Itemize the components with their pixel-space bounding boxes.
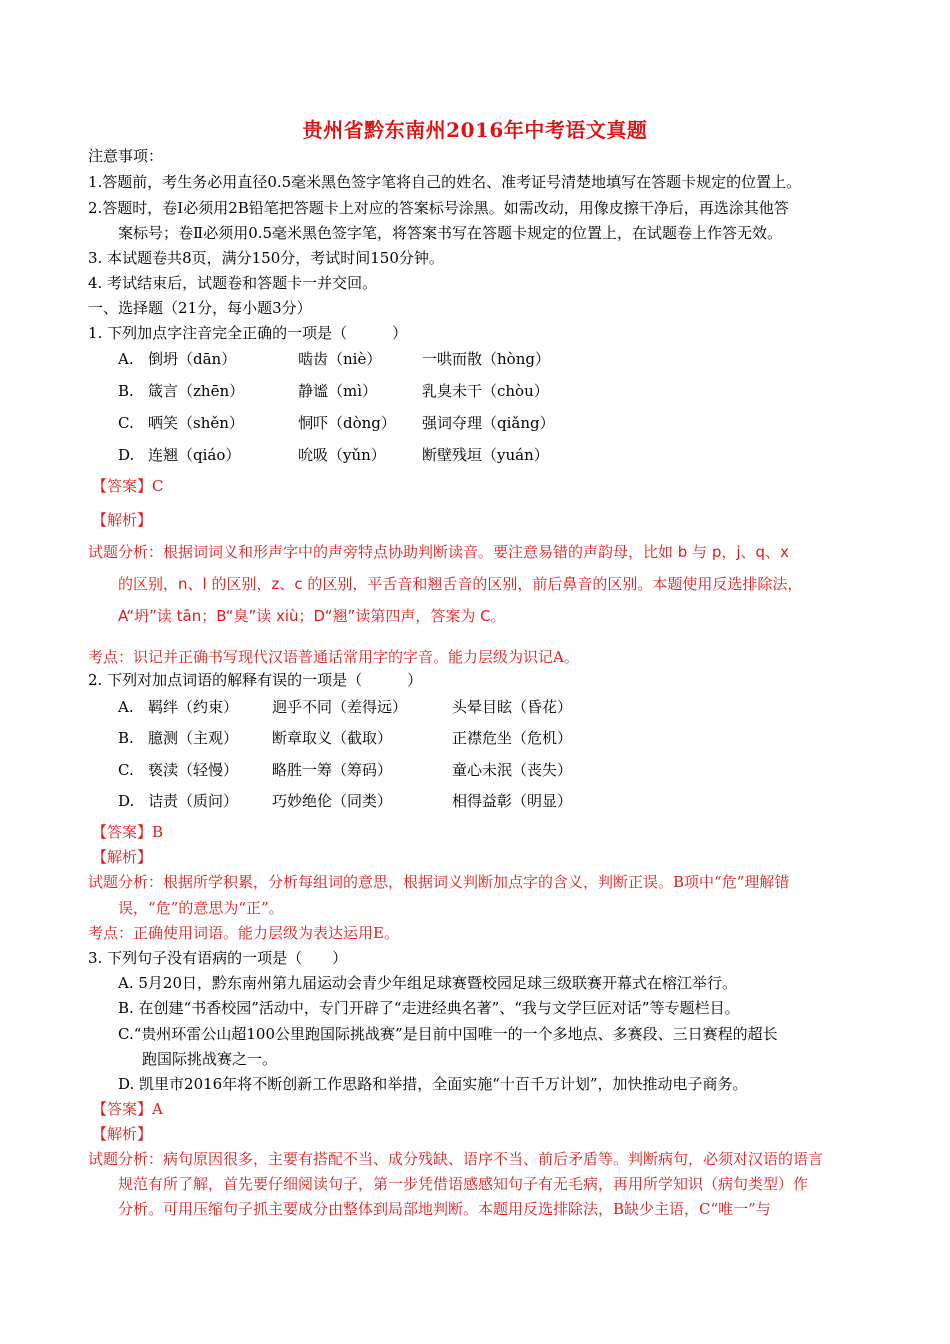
option-item: 巧妙绝伦（同类） [272,792,393,810]
option-letter: D. [118,446,135,464]
q3-analysis-line-1: 试题分析：病句原因很多，主要有搭配不当、成分残缺、语序不当、前后矛盾等。判断病句，必须对汉语的语言 [88,1150,824,1168]
q3-option-a: A. 5月20日，黔东南州第九届运动会青少年组足球赛暨校园足球三级联赛开幕式在榕江举行。 [118,974,738,992]
q1-stem: 1. 下列加点字注音完全正确的一项是（ ） [88,324,408,342]
option-item: 断章取义（截取） [272,729,393,747]
option-item: 恫吓（dòng） [298,414,396,432]
option-item: 臆测（主观） [148,729,239,747]
q2-point: 考点：正确使用词语。能力层级为表达运用E。 [88,924,399,942]
q1-analysis-line-3: A“坍”读 tān；B“臭”读 xiù；D“翘”读第四声，答案为 C。 [118,607,506,625]
option-item: 略胜一筹（筹码） [272,761,393,779]
notice-item-2-cont: 案标号；卷Ⅱ必须用0.5毫米黑色签字笔，将答案书写在答题卡规定的位置上，在试题卷上作答无效。 [118,224,783,242]
option-item: 相得益彰（明显） [452,792,573,810]
option-item: 乳臭未干（chòu） [422,382,549,400]
q2-option-c [118,758,572,782]
q1-option-b [118,379,549,403]
option-item: 一哄而散（hòng） [422,350,550,368]
q1-analysis-label: 【解析】 [92,511,153,529]
q3-stem: 3. 下列句子没有语病的一项是（ ） [88,949,348,967]
q2-option-a [118,695,572,719]
option-letter: A. [118,698,134,716]
option-item: 断壁残垣（yuán） [422,446,549,464]
notice-item-3: 3. 本试题卷共8页，满分150分，考试时间150分钟。 [88,249,444,267]
q3-option-c-cont: 跑国际挑战赛之一。 [142,1050,278,1068]
option-letter: C. [118,761,134,779]
notice-header: 注意事项： [88,147,164,165]
q1-option-a [118,347,550,371]
option-item: 啮齿（niè） [298,350,382,368]
q3-option-d: D. 凯里市2016年将不断创新工作思路和举措，全面实施“十百千万计划”，加快推动电子商务。 [118,1075,748,1093]
q3-analysis-label: 【解析】 [92,1125,153,1143]
option-item: 正襟危坐（危机） [452,729,573,747]
option-letter: B. [118,382,134,400]
option-item: 连翘（qiáo） [148,446,241,464]
q2-analysis-line-2: 误，“危”的意思为“正”。 [118,899,284,917]
notice-item-2: 2.答题时，卷Ⅰ必须用2B铅笔把答题卡上对应的答案标号涂黑。如需改动，用像皮擦干净后，再选涂其他答 [88,199,789,217]
option-letter: C. [118,414,134,432]
notice-item-1: 1.答题前，考生务必用直径0.5毫米黑色签字笔将自己的姓名、准考证号清楚地填写在答题卡规定的位置上。 [88,173,802,191]
option-item: 迥乎不同（差得远） [272,698,408,716]
option-item: 箴言（zhēn） [148,382,245,400]
q1-point: 考点：识记并正确书写现代汉语普通话常用字的字音。能力层级为识记A。 [88,648,579,666]
q2-option-b [118,726,572,750]
q2-stem: 2. 下列对加点词语的解释有误的一项是（ ） [88,671,423,689]
q1-option-d [118,443,549,467]
option-item: 童心未泯（丧失） [452,761,573,779]
q3-option-c: C.“贵州环雷公山超100公里跑国际挑战赛”是目前中国唯一的一个多地点、多赛段、三日赛程的超长 [118,1025,778,1043]
option-item: 倒坍（dān） [148,350,237,368]
q3-answer: 【答案】A [92,1100,163,1118]
q2-analysis-label: 【解析】 [92,848,153,866]
option-item: 头晕目眩（昏花） [452,698,573,716]
option-item: 哂笑（shěn） [148,414,244,432]
option-letter: B. [118,729,134,747]
q1-answer: 【答案】C [92,477,164,495]
option-item: 吮吸（yǔn） [298,446,386,464]
q2-analysis-line-1: 试题分析：根据所学积累，分析每组词的意思，根据词义判断加点字的含义，判断正误。B项中“危”理解错 [88,873,790,891]
option-item: 羁绊（约束） [148,698,239,716]
option-letter: D. [118,792,135,810]
option-item: 亵渎（轻慢） [148,761,239,779]
document-title: 贵州省黔东南州2016年中考语文真题 [302,118,648,142]
q3-analysis-line-3: 分析。可用压缩句子抓主要成分由整体到局部地判断。本题用反选排除法，B缺少主语，C“唯一”与 [118,1200,771,1218]
notice-item-4: 4. 考试结束后，试题卷和答题卡一并交回。 [88,274,378,292]
q2-answer: 【答案】B [92,823,164,841]
option-letter: A. [118,350,134,368]
option-item: 强词夺理（qiǎng） [422,414,555,432]
option-item: 诘责（质问） [148,792,239,810]
q1-analysis-line-1: 试题分析：根据词词义和形声字中的声旁特点协助判断读音。要注意易错的声韵母，比如 b 与 p，j、q、x [88,543,789,561]
q3-option-b: B. 在创建“书香校园”活动中，专门开辟了“走进经典名著”、“我与文学巨匠对话”等专题栏目。 [118,999,740,1017]
q1-analysis-line-2: 的区别，n、l 的区别，z、c 的区别，平舌音和翘舌音的区别，前后鼻音的区别。本题使用反选排除法， [118,575,803,593]
section-1-heading: 一、选择题（21分，每小题3分） [88,299,312,317]
q3-analysis-line-2: 规范有所了解，首先要仔细阅读句子，第一步凭借语感感知句子有无毛病，再用所学知识（病句类型）作 [118,1175,809,1193]
option-item: 静谧（mì） [298,382,378,400]
q2-option-d [118,789,572,813]
q1-option-c [118,411,555,435]
